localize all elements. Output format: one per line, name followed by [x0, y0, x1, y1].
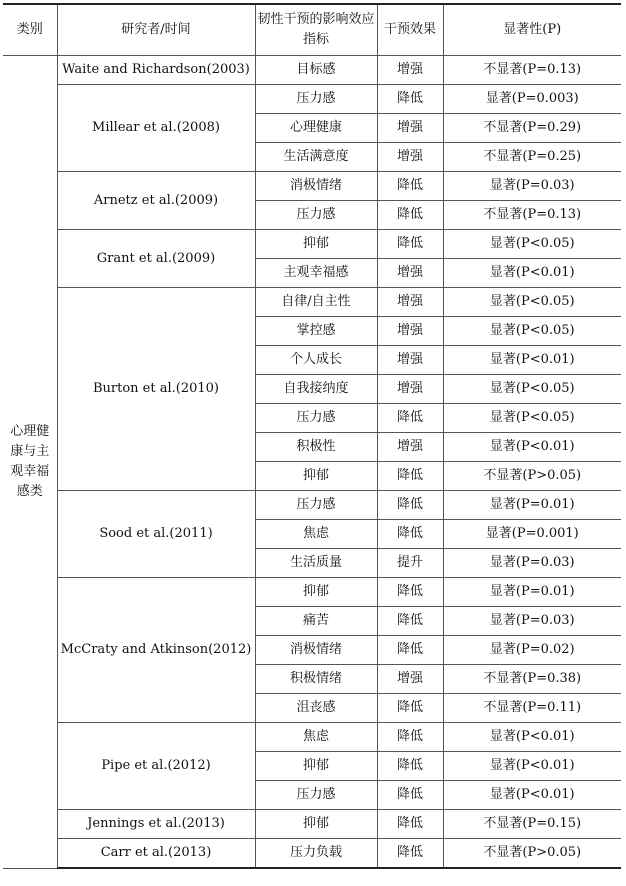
indicator-cell: 抑郁: [255, 578, 377, 607]
indicator-cell: 压力感: [255, 491, 377, 520]
researcher-cell: Sood et al.(2011): [57, 491, 255, 578]
significance-cell: 显著(P<0.05): [443, 317, 621, 346]
effects-table: [3, 3, 621, 869]
indicator-cell: 焦虑: [255, 723, 377, 752]
significance-cell: 显著(P=0.02): [443, 636, 621, 665]
indicator-cell: 痛苦: [255, 607, 377, 636]
header-effect: 干预效果: [377, 4, 443, 56]
indicator-cell: 积极性: [255, 433, 377, 462]
significance-cell: 不显著(P=0.29): [443, 114, 621, 143]
significance-cell: 显著(P<0.05): [443, 288, 621, 317]
table-row: [3, 491, 621, 520]
effect-cell: 增强: [377, 375, 443, 404]
effect-cell: 降低: [377, 85, 443, 114]
effect-cell: 降低: [377, 404, 443, 433]
effect-cell: 提升: [377, 549, 443, 578]
indicator-cell: 主观幸福感: [255, 259, 377, 288]
table-row: [3, 85, 621, 114]
indicator-cell: 消极情绪: [255, 636, 377, 665]
header-significance: 显著性(P): [443, 4, 621, 56]
effect-cell: 降低: [377, 723, 443, 752]
significance-cell: 显著(P=0.01): [443, 491, 621, 520]
indicator-cell: 抑郁: [255, 462, 377, 491]
indicator-cell: 生活质量: [255, 549, 377, 578]
researcher-cell: McCraty and Atkinson(2012): [57, 578, 255, 723]
header-row: [3, 4, 621, 56]
significance-cell: 不显著(P=0.25): [443, 143, 621, 172]
indicator-cell: 个人成长: [255, 346, 377, 375]
effect-cell: 降低: [377, 491, 443, 520]
significance-cell: 不显著(P=0.13): [443, 201, 621, 230]
table-row: [3, 172, 621, 201]
indicator-cell: 压力感: [255, 404, 377, 433]
effect-cell: 增强: [377, 433, 443, 462]
effect-cell: 增强: [377, 259, 443, 288]
indicator-cell: 抑郁: [255, 230, 377, 259]
effect-cell: 增强: [377, 56, 443, 85]
researcher-cell: Jennings et al.(2013): [57, 810, 255, 839]
indicator-cell: 生活满意度: [255, 143, 377, 172]
indicator-cell: 抑郁: [255, 752, 377, 781]
effect-cell: 降低: [377, 230, 443, 259]
significance-cell: 不显著(P=0.13): [443, 56, 621, 85]
significance-cell: 显著(P<0.05): [443, 230, 621, 259]
researcher-cell: Grant et al.(2009): [57, 230, 255, 288]
header-category: 类别: [3, 4, 57, 56]
effect-cell: 降低: [377, 462, 443, 491]
significance-cell: 显著(P<0.01): [443, 433, 621, 462]
researcher-cell: Pipe et al.(2012): [57, 723, 255, 810]
significance-cell: 显著(P=0.003): [443, 85, 621, 114]
effect-cell: 降低: [377, 607, 443, 636]
header-indicator: 韧性干预的影响效应指标: [255, 4, 377, 56]
category-cell: 心理健康与主观幸福感类: [3, 56, 57, 869]
significance-cell: 显著(P<0.01): [443, 346, 621, 375]
indicator-cell: 目标感: [255, 56, 377, 85]
effect-cell: 降低: [377, 752, 443, 781]
effect-cell: 增强: [377, 665, 443, 694]
significance-cell: 显著(P=0.001): [443, 520, 621, 549]
effect-cell: 降低: [377, 172, 443, 201]
indicator-cell: 积极情绪: [255, 665, 377, 694]
effect-cell: 增强: [377, 288, 443, 317]
table-row: [3, 578, 621, 607]
effect-cell: 降低: [377, 694, 443, 723]
effect-cell: 降低: [377, 839, 443, 869]
researcher-cell: Arnetz et al.(2009): [57, 172, 255, 230]
indicator-cell: 自律/自主性: [255, 288, 377, 317]
indicator-cell: 抑郁: [255, 810, 377, 839]
effect-cell: 增强: [377, 114, 443, 143]
significance-cell: 显著(P<0.05): [443, 375, 621, 404]
significance-cell: 显著(P<0.01): [443, 259, 621, 288]
indicator-cell: 压力感: [255, 85, 377, 114]
significance-cell: 显著(P<0.01): [443, 723, 621, 752]
significance-cell: 显著(P=0.01): [443, 578, 621, 607]
significance-cell: 不显著(P=0.11): [443, 694, 621, 723]
significance-cell: 不显著(P=0.15): [443, 810, 621, 839]
header-researcher: 研究者/时间: [57, 4, 255, 56]
effect-cell: 增强: [377, 317, 443, 346]
indicator-cell: 心理健康: [255, 114, 377, 143]
table-row: [3, 56, 621, 85]
significance-cell: 显著(P=0.03): [443, 172, 621, 201]
effect-cell: 降低: [377, 810, 443, 839]
effect-cell: 降低: [377, 781, 443, 810]
researcher-cell: Carr et al.(2013): [57, 839, 255, 869]
indicator-cell: 压力感: [255, 201, 377, 230]
indicator-cell: 自我接纳度: [255, 375, 377, 404]
table-body: [3, 56, 621, 869]
significance-cell: 不显著(P>0.05): [443, 462, 621, 491]
significance-cell: 不显著(P>0.05): [443, 839, 621, 869]
indicator-cell: 压力感: [255, 781, 377, 810]
effect-cell: 降低: [377, 201, 443, 230]
table-row: [3, 230, 621, 259]
effect-cell: 降低: [377, 520, 443, 549]
significance-cell: 显著(P<0.01): [443, 752, 621, 781]
significance-cell: 不显著(P=0.38): [443, 665, 621, 694]
indicator-cell: 压力负载: [255, 839, 377, 869]
effect-cell: 降低: [377, 578, 443, 607]
significance-cell: 显著(P=0.03): [443, 549, 621, 578]
indicator-cell: 沮丧感: [255, 694, 377, 723]
indicator-cell: 消极情绪: [255, 172, 377, 201]
table-row: [3, 839, 621, 869]
significance-cell: 显著(P=0.03): [443, 607, 621, 636]
researcher-cell: Millear et al.(2008): [57, 85, 255, 172]
effect-cell: 增强: [377, 346, 443, 375]
table-row: [3, 723, 621, 752]
table-row: [3, 810, 621, 839]
significance-cell: 显著(P<0.01): [443, 781, 621, 810]
researcher-cell: Burton et al.(2010): [57, 288, 255, 491]
table-row: [3, 288, 621, 317]
effect-cell: 增强: [377, 143, 443, 172]
indicator-cell: 掌控感: [255, 317, 377, 346]
researcher-cell: Waite and Richardson(2003): [57, 56, 255, 85]
effect-cell: 降低: [377, 636, 443, 665]
indicator-cell: 焦虑: [255, 520, 377, 549]
significance-cell: 显著(P<0.05): [443, 404, 621, 433]
